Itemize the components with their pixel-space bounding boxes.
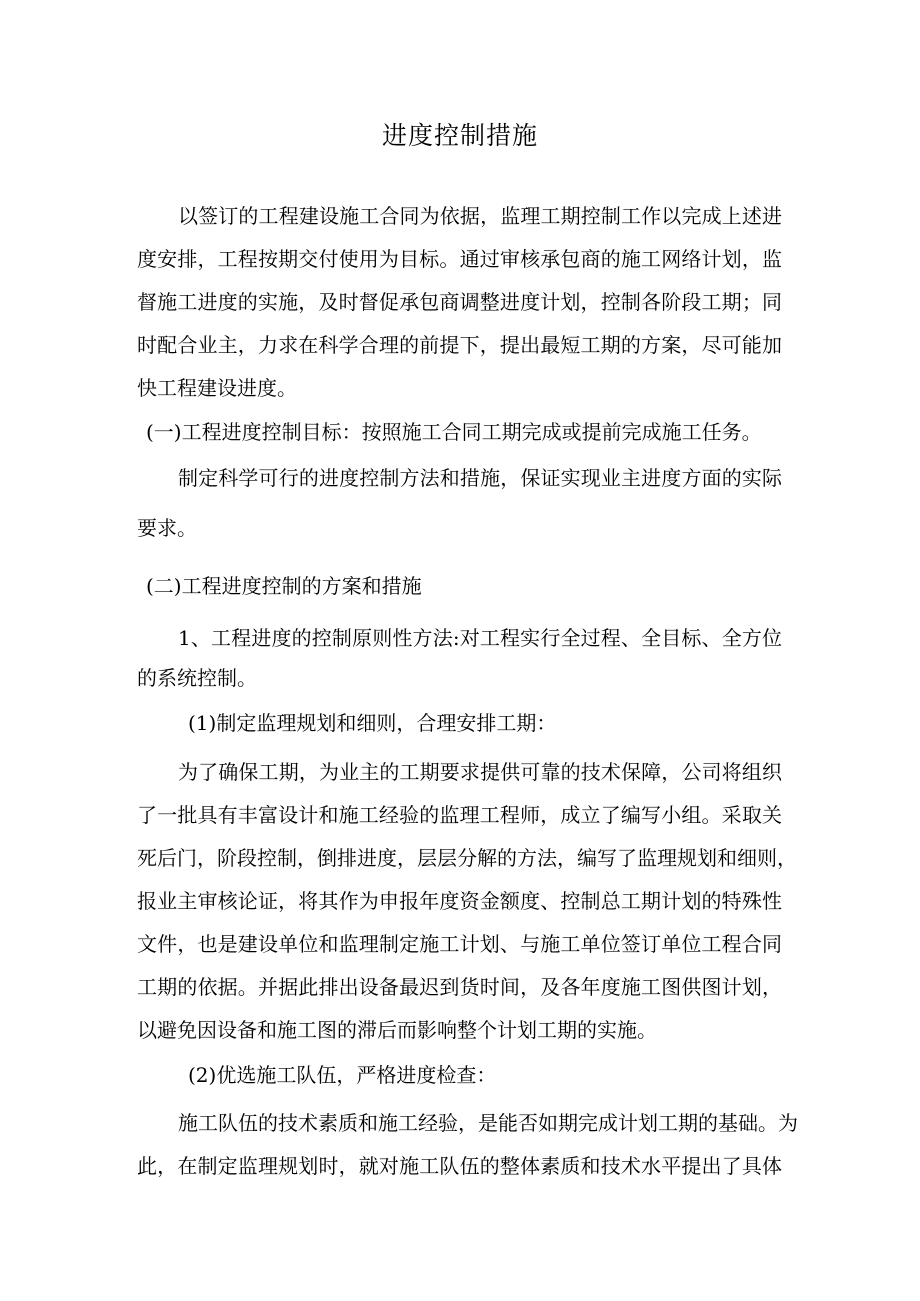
text-line: 以避免因设备和施工图的滞后而影响整个计划工期的实施。	[137, 1018, 657, 1042]
text-line: 工期的依据。并据此排出设备最迟到货时间，及各年度施工图供图计划，	[137, 975, 782, 999]
text-line: 要求。	[137, 516, 197, 540]
text-line: 死后门，阶段控制，倒排进度，层层分解的方法，编写了监理规划和细则，	[137, 846, 797, 870]
text-line: 以签订的工程建设施工合同为依据，监理工期控制工作以完成上述进	[178, 204, 782, 228]
section-heading-1: (一)工程进度控制目标：按照施工合同工期完成或提前完成施工任务。	[146, 420, 762, 444]
text-line: 为了确保工期，为业主的工期要求提供可靠的技术保障，公司将组织	[178, 760, 782, 784]
text-line: 施工队伍的技术素质和施工经验，是能否如期完成计划工期的基础。为	[178, 1111, 798, 1135]
text-line: 时配合业主，力求在科学合理的前提下，提出最短工期的方案，尽可能加	[137, 333, 782, 357]
text-line: 的系统控制。	[137, 666, 257, 690]
text-line: 制定科学可行的进度控制方法和措施，保证实现业主进度方面的实际	[178, 466, 782, 490]
text-line: 报业主审核论证，将其作为申报年度资金额度、控制总工期计划的特殊性	[137, 889, 782, 913]
subsection-heading-1: (1)制定监理规划和细则，合理安排工期：	[188, 711, 557, 735]
text-line: 文件，也是建设单位和监理制定施工计划、与施工单位签订单位工程合同	[137, 932, 782, 956]
section-heading-2: (二)工程进度控制的方案和措施	[146, 574, 422, 598]
text-line: 督施工进度的实施，及时督促承包商调整进度计划，控制各阶段工期；同	[137, 290, 782, 314]
text-line: 此，在制定监理规划时，就对施工队伍的整体素质和技术水平提出了具体	[137, 1154, 782, 1178]
text-line: 1、工程进度的控制原则性方法:对工程实行全过程、全目标、全方位	[178, 626, 782, 650]
text-line: 度安排，工程按期交付使用为目标。通过审核承包商的施工网络计划，监	[137, 247, 782, 271]
subsection-heading-2: (2)优选施工队伍，严格进度检查：	[188, 1063, 497, 1087]
text-line: 快工程建设进度。	[137, 376, 297, 400]
document-title: 进度控制措施	[381, 121, 538, 150]
text-line: 了一批具有丰富设计和施工经验的监理工程师，成立了编写小组。采取关	[137, 803, 782, 827]
